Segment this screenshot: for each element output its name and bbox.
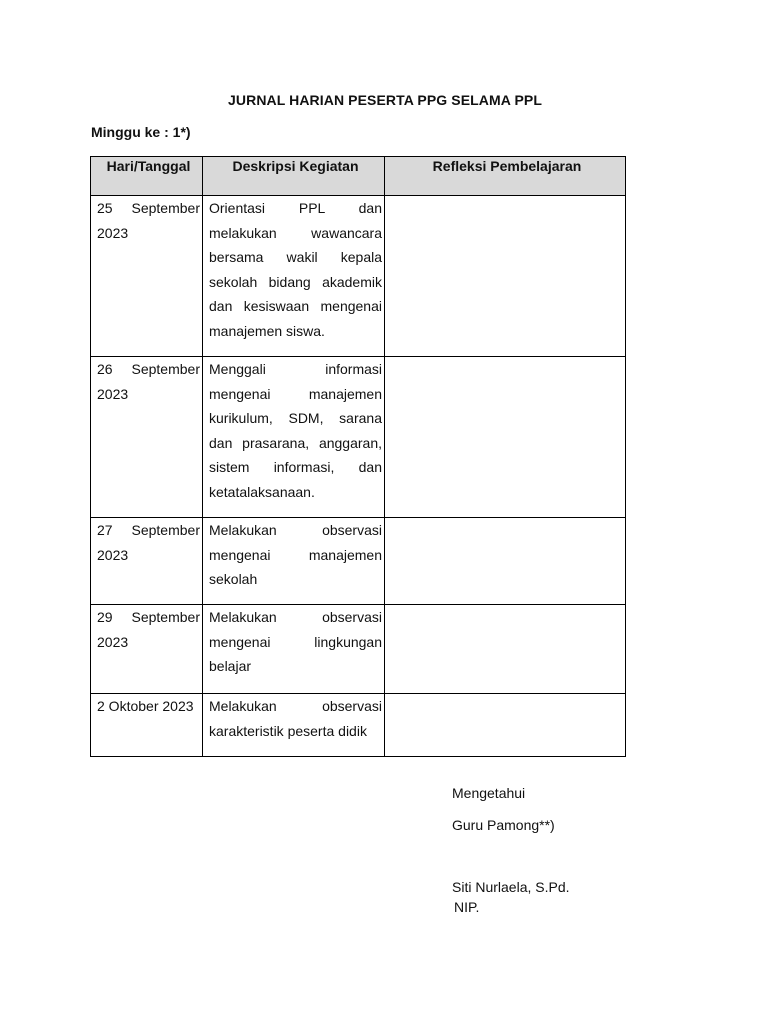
table-row <box>91 518 626 605</box>
cell-description: Orientasi PPL dan melakukan wawancara bersama wakil kepala sekolah bidang akademik dan kesiswaan mengenai manajemen siswa. <box>203 196 385 357</box>
header-date: Hari/Tanggal <box>91 157 203 196</box>
cell-description: Melakukan observasi mengenai manajemen sekolah <box>203 518 385 605</box>
cell-description: Melakukan observasi mengenai lingkungan belajar <box>203 605 385 694</box>
table-row <box>91 694 626 757</box>
signature-nip: NIP. <box>454 899 480 915</box>
header-reflection: Refleksi Pembelajaran <box>385 157 626 196</box>
cell-reflection <box>385 357 626 518</box>
header-description: Deskripsi Kegiatan <box>203 157 385 196</box>
cell-description: Menggali informasi mengenai manajemen kurikulum, SDM, sarana dan prasarana, anggaran, sistem informasi, dan ketatalaksanaan. <box>203 357 385 518</box>
cell-date: 25 September 2023 <box>91 196 203 357</box>
table-header-row <box>91 157 626 196</box>
cell-date: 26 September 2023 <box>91 357 203 518</box>
signature-acknowledged: Mengetahui <box>452 785 526 801</box>
cell-reflection <box>385 605 626 694</box>
table-row <box>91 605 626 694</box>
table-row <box>91 196 626 357</box>
table-row <box>91 357 626 518</box>
week-label: Minggu ke : 1*) <box>91 124 191 140</box>
document-title: JURNAL HARIAN PESERTA PPG SELAMA PPL <box>228 92 542 108</box>
cell-reflection <box>385 196 626 357</box>
cell-reflection <box>385 694 626 757</box>
signature-role: Guru Pamong**) <box>452 817 555 833</box>
signature-name: Siti Nurlaela, S.Pd. <box>452 879 570 895</box>
cell-reflection <box>385 518 626 605</box>
journal-table <box>90 156 626 757</box>
cell-date: 29 September 2023 <box>91 605 203 694</box>
cell-date: 2 Oktober 2023 <box>91 694 203 757</box>
cell-date: 27 September 2023 <box>91 518 203 605</box>
cell-description: Melakukan observasi karakteristik peserta didik <box>203 694 385 757</box>
